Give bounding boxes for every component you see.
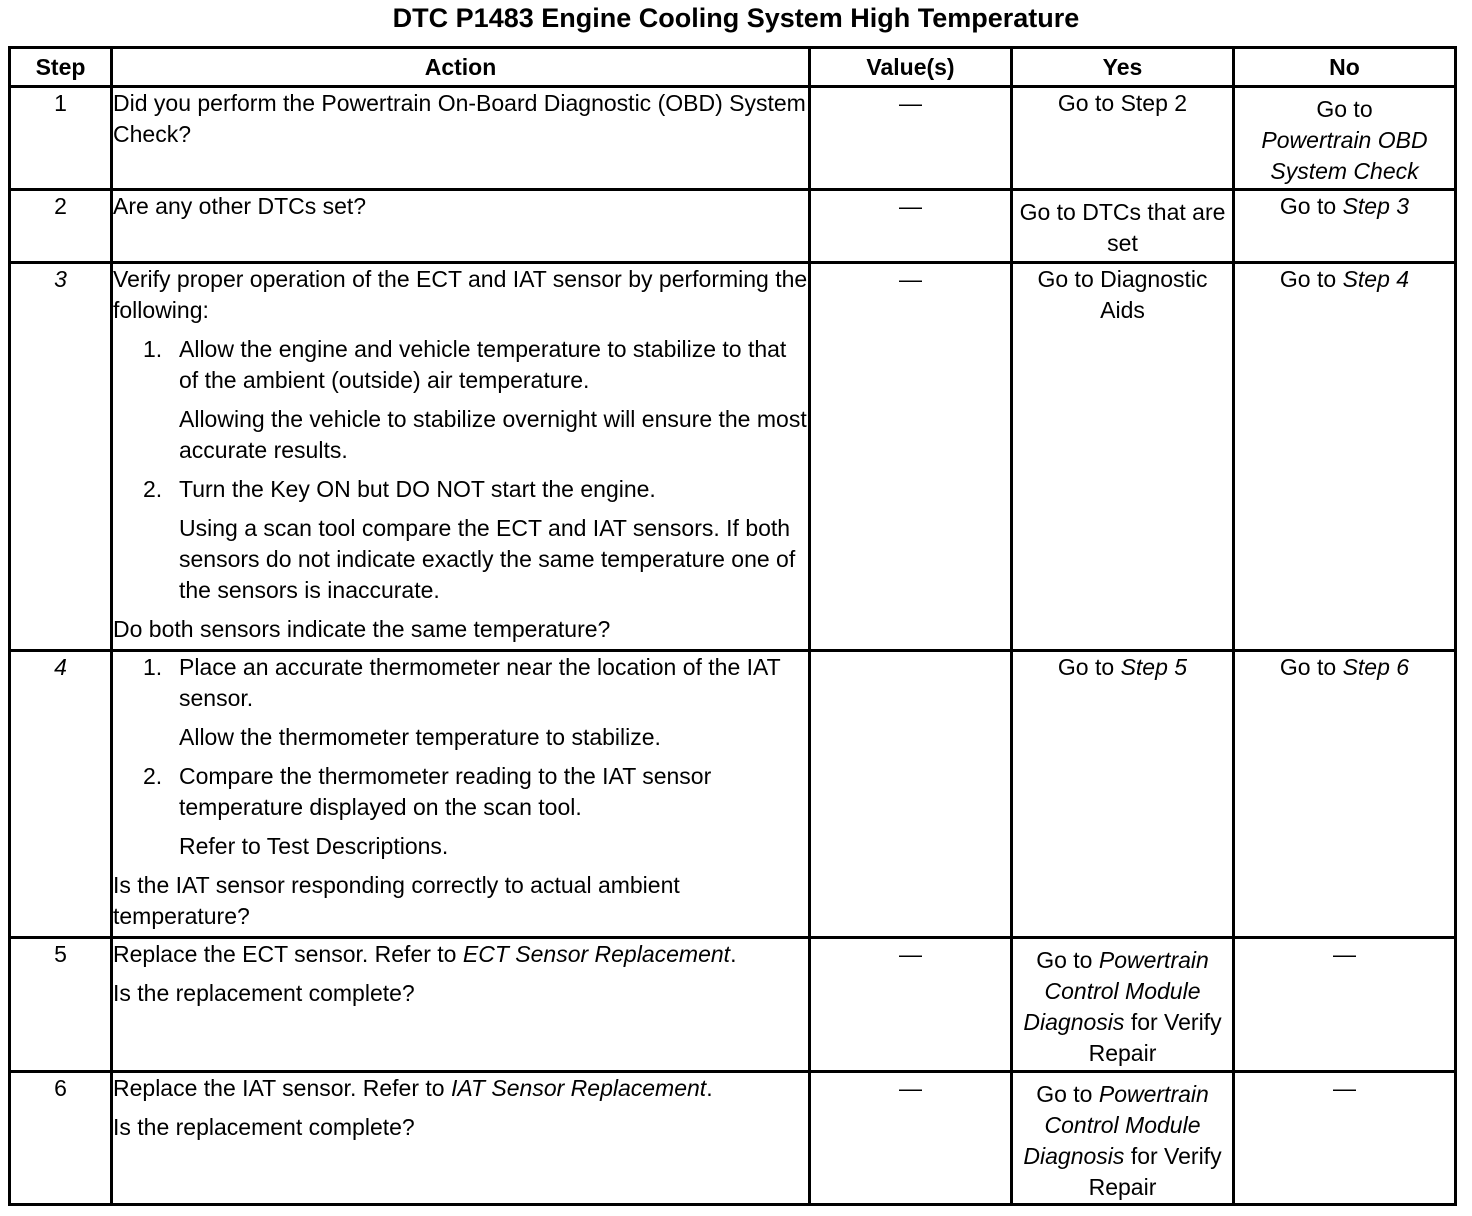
sub-step-note: Allow the thermometer temperature to stabilize. — [179, 724, 661, 750]
action-intro: Verify proper operation of the ECT and IAT sensor by performing the following: — [113, 266, 808, 323]
action-suffix: . — [730, 941, 737, 967]
value-cell: — — [810, 190, 1012, 263]
step-number-text: 4 — [54, 654, 67, 680]
action-text: Did you perform the Powertrain On-Board Diagnostic (OBD) System Check? — [113, 90, 806, 147]
table-row — [10, 263, 1456, 651]
action-prefix: Replace the IAT sensor. Refer to — [113, 1075, 445, 1101]
step-number: 6 — [10, 1072, 112, 1205]
yes-suffix: for Verify Repair — [1088, 1009, 1222, 1066]
yes-reference-link[interactable]: Powertrain Control Module Diagnosis — [1023, 1081, 1209, 1169]
sub-step — [113, 334, 808, 466]
sub-step — [113, 761, 808, 862]
sub-step-list — [113, 652, 808, 862]
no-prefix: Go to — [1279, 193, 1337, 219]
sub-step-list — [113, 334, 808, 606]
table-row — [10, 938, 1456, 1072]
no-cell — [1234, 651, 1456, 938]
action-text — [113, 1073, 808, 1104]
table-row — [10, 651, 1456, 938]
yes-cell: Go to DTCs that are set — [1012, 190, 1234, 263]
table-row — [10, 190, 1456, 263]
no-reference-link[interactable]: Powertrain OBD System Check — [1261, 127, 1428, 184]
yes-prefix: Go to — [1036, 947, 1093, 973]
sub-step — [113, 474, 808, 606]
action-cell — [112, 190, 810, 263]
action-reference-link[interactable]: IAT Sensor Replacement — [450, 1075, 707, 1101]
table-row — [10, 87, 1456, 190]
table-row — [10, 1072, 1456, 1205]
action-cell — [112, 263, 810, 651]
table-header-row — [10, 48, 1456, 87]
action-suffix: . — [706, 1075, 713, 1101]
no-prefix: Go to — [1279, 266, 1337, 292]
sub-step-number: 1. — [143, 336, 163, 362]
action-text: Are any other DTCs set? — [113, 193, 367, 219]
document-title: DTC P1483 Engine Cooling System High Temperature — [392, 3, 1080, 33]
yes-suffix: for Verify Repair — [1088, 1143, 1222, 1200]
column-header-yes: Yes — [1012, 48, 1234, 87]
value-cell: — — [810, 87, 1012, 190]
action-cell — [112, 651, 810, 938]
yes-cell: Go to Diagnostic Aids — [1012, 263, 1234, 651]
yes-reference-link[interactable]: Step 5 — [1120, 654, 1188, 680]
no-cell: — — [1234, 938, 1456, 1072]
sub-step-note: Refer to Test Descriptions. — [179, 833, 449, 859]
step-number: 1 — [10, 87, 112, 190]
yes-cell — [1012, 1072, 1234, 1205]
sub-step — [113, 652, 808, 753]
sub-step-number: 2. — [143, 763, 163, 789]
sub-step-note: Allowing the vehicle to stabilize overnight will ensure the most accurate results. — [179, 406, 807, 463]
yes-cell — [1012, 651, 1234, 938]
sub-step-text: Turn the Key ON but DO NOT start the engine. — [179, 476, 656, 502]
no-cell: — — [1234, 1072, 1456, 1205]
column-header-no: No — [1234, 48, 1456, 87]
yes-reference-link[interactable]: Powertrain Control Module Diagnosis — [1023, 947, 1209, 1035]
yes-cell — [1012, 938, 1234, 1072]
no-cell — [1234, 87, 1456, 190]
action-text — [113, 939, 808, 970]
yes-prefix: Go to — [1036, 1081, 1093, 1107]
value-cell: — — [810, 263, 1012, 651]
column-header-action: Action — [112, 48, 810, 87]
column-header-values: Value(s) — [810, 48, 1012, 87]
no-cell — [1234, 263, 1456, 651]
step-number-text: 3 — [54, 266, 67, 292]
step-number — [10, 651, 112, 938]
step-number: 2 — [10, 190, 112, 263]
diagnostic-table — [8, 46, 1457, 1206]
sub-step-text: Compare the thermometer reading to the IAT sensor temperature displayed on the scan tool. — [179, 763, 712, 820]
value-cell: — — [810, 938, 1012, 1072]
sub-step-text: Place an accurate thermometer near the location of the IAT sensor. — [179, 654, 781, 711]
sub-step-text: Allow the engine and vehicle temperature to stabilize to that of the ambient (outside) air temperature. — [179, 336, 787, 393]
column-header-step: Step — [10, 48, 112, 87]
action-question: Is the replacement complete? — [113, 980, 415, 1006]
sub-step-number: 2. — [143, 476, 163, 502]
yes-cell: Go to Step 2 — [1012, 87, 1234, 190]
action-reference-link[interactable]: ECT Sensor Replacement — [462, 941, 731, 967]
action-question: Do both sensors indicate the same temperature? — [113, 616, 611, 642]
sub-step-number: 1. — [143, 654, 163, 680]
yes-prefix: Go to — [1057, 654, 1115, 680]
no-reference-link[interactable]: Step 3 — [1342, 193, 1410, 219]
sub-step-note: Using a scan tool compare the ECT and IAT sensors. If both sensors do not indicate exactly the same temperature one of the sensors is inaccurate. — [179, 515, 796, 603]
action-prefix: Replace the ECT sensor. Refer to — [113, 941, 457, 967]
step-number — [10, 263, 112, 651]
no-reference-link[interactable]: Step 6 — [1342, 654, 1410, 680]
no-cell — [1234, 190, 1456, 263]
no-prefix: Go to — [1279, 654, 1337, 680]
value-cell: — — [810, 1072, 1012, 1205]
no-prefix: Go to — [1316, 96, 1373, 122]
value-cell — [810, 651, 1012, 938]
action-cell — [112, 938, 810, 1072]
action-cell — [112, 1072, 810, 1205]
action-question: Is the replacement complete? — [113, 1114, 415, 1140]
action-question: Is the IAT sensor responding correctly to actual ambient temperature? — [113, 872, 680, 929]
no-reference-link[interactable]: Step 4 — [1342, 266, 1410, 292]
step-number: 5 — [10, 938, 112, 1072]
action-cell — [112, 87, 810, 190]
